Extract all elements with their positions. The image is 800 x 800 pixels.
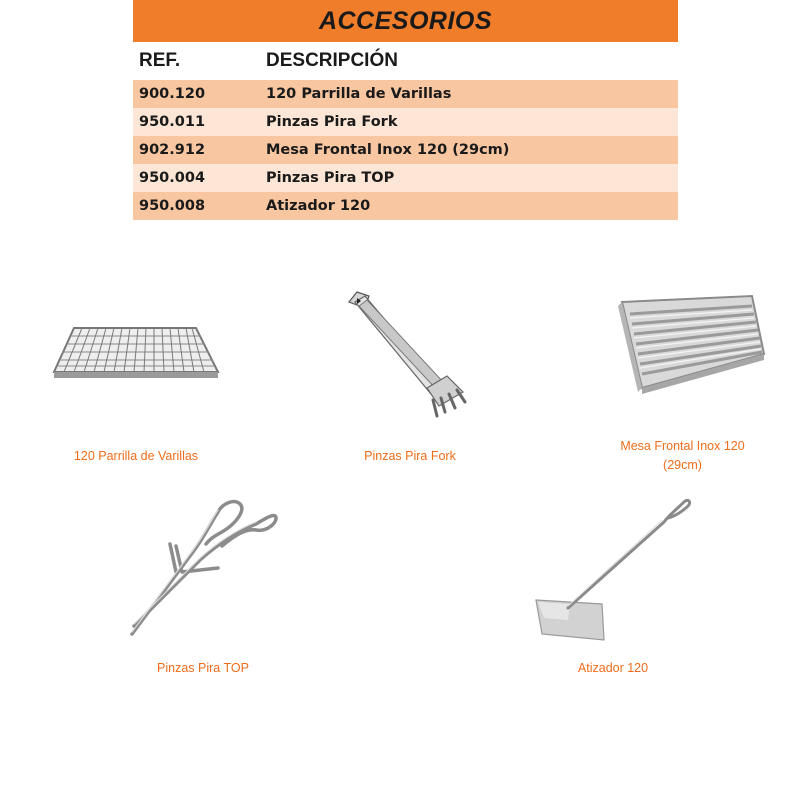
header-ref: REF. <box>139 50 181 71</box>
product-image-atizador <box>530 494 695 644</box>
row-ref: 902.912 <box>139 142 206 158</box>
row-ref: 950.011 <box>139 114 206 130</box>
caption-atizador: Atizador 120 <box>577 661 649 675</box>
row-description: 120 Parrilla de Varillas <box>266 86 452 102</box>
table-header-row <box>133 42 678 80</box>
row-description: Pinzas Pira TOP <box>266 170 395 186</box>
product-image-pinzas-top <box>118 494 288 639</box>
table-title-bar <box>133 0 678 42</box>
product-image-parrilla <box>48 322 223 382</box>
caption-mesa-line1: Mesa Frontal Inox 120 <box>620 439 745 453</box>
table-row <box>133 192 678 220</box>
row-ref: 950.004 <box>139 170 206 186</box>
product-image-mesa-frontal <box>612 292 767 394</box>
header-description: DESCRIPCIÓN <box>266 50 398 71</box>
table-row <box>133 80 678 108</box>
table-row <box>133 136 678 164</box>
row-ref: 950.008 <box>139 198 206 214</box>
accessories-table <box>133 0 678 220</box>
row-description: Atizador 120 <box>266 198 371 214</box>
row-ref: 900.120 <box>139 86 206 102</box>
row-description: Mesa Frontal Inox 120 (29cm) <box>266 142 510 158</box>
table-row <box>133 108 678 136</box>
caption-pinzas-top: Pinzas Pira TOP <box>157 661 249 675</box>
caption-parrilla: 120 Parrilla de Varillas <box>73 449 199 463</box>
product-image-pinzas-fork <box>345 288 475 423</box>
table-row <box>133 164 678 192</box>
row-description: Pinzas Pira Fork <box>266 114 398 130</box>
caption-mesa-frontal <box>600 437 765 475</box>
table-title: ACCESORIOS <box>318 6 493 35</box>
caption-pinzas-fork: Pinzas Pira Fork <box>364 449 456 463</box>
caption-mesa-line2: (29cm) <box>663 458 702 472</box>
